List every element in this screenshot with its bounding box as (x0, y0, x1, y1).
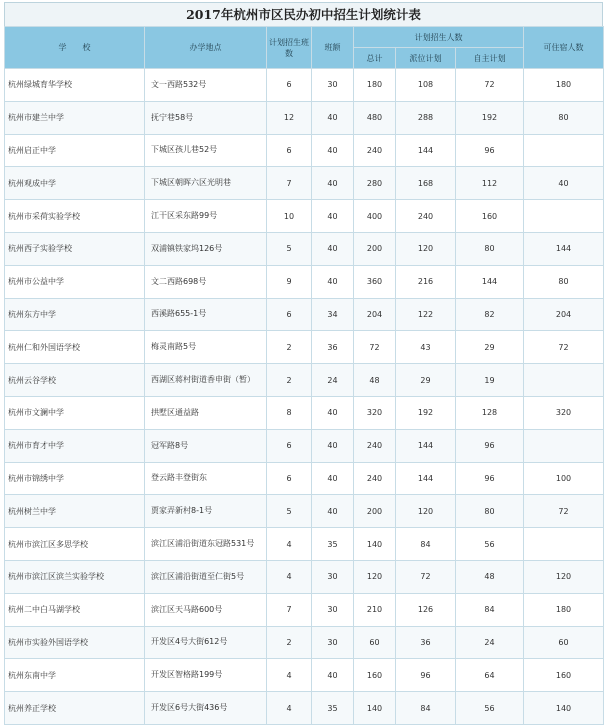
total-cell: 240 (354, 462, 396, 495)
school-cell: 杭州市建兰中学 (5, 101, 145, 134)
school-cell: 杭州市实验外国语学校 (5, 626, 145, 659)
table-row (5, 692, 604, 725)
school-cell: 杭州市采荷实验学校 (5, 200, 145, 233)
address-cell: 开发区智格路199号 (145, 659, 267, 692)
independent-cell: 96 (456, 462, 524, 495)
header-total: 总计 (354, 48, 396, 69)
total-cell: 140 (354, 528, 396, 561)
total-cell: 140 (354, 692, 396, 725)
school-cell: 杭州东南中学 (5, 659, 145, 692)
independent-cell: 160 (456, 200, 524, 233)
total-cell: 280 (354, 167, 396, 200)
class-size-cell: 30 (312, 69, 354, 102)
header-school: 学 校 (5, 27, 145, 69)
boarding-cell: 180 (524, 593, 604, 626)
school-cell: 杭州市锦绣中学 (5, 462, 145, 495)
classes-cell: 5 (267, 232, 312, 265)
school-cell: 杭州东方中学 (5, 298, 145, 331)
class-size-cell: 40 (312, 101, 354, 134)
address-cell: 双浦镇铁家坞126号 (145, 232, 267, 265)
independent-cell: 82 (456, 298, 524, 331)
table-row (5, 396, 604, 429)
classes-cell: 6 (267, 298, 312, 331)
independent-cell: 128 (456, 396, 524, 429)
total-cell: 210 (354, 593, 396, 626)
classes-cell: 12 (267, 101, 312, 134)
address-cell: 下城区孩儿巷52号 (145, 134, 267, 167)
class-size-cell: 30 (312, 560, 354, 593)
table-body (5, 69, 604, 725)
table-row (5, 462, 604, 495)
assigned-cell: 144 (396, 462, 456, 495)
class-size-cell: 40 (312, 167, 354, 200)
total-cell: 360 (354, 265, 396, 298)
school-cell: 杭州市滨江区滨兰实验学校 (5, 560, 145, 593)
classes-cell: 2 (267, 626, 312, 659)
total-cell: 180 (354, 69, 396, 102)
assigned-cell: 43 (396, 331, 456, 364)
independent-cell: 48 (456, 560, 524, 593)
school-cell: 杭州仁和外国语学校 (5, 331, 145, 364)
address-cell: 下城区朝晖六区光明巷 (145, 167, 267, 200)
school-cell: 杭州云谷学校 (5, 364, 145, 397)
assigned-cell: 120 (396, 232, 456, 265)
class-size-cell: 40 (312, 429, 354, 462)
address-cell: 开发区6号大街436号 (145, 692, 267, 725)
assigned-cell: 36 (396, 626, 456, 659)
table-row (5, 200, 604, 233)
classes-cell: 4 (267, 560, 312, 593)
class-size-cell: 40 (312, 659, 354, 692)
boarding-cell: 204 (524, 298, 604, 331)
address-cell: 文一西路532号 (145, 69, 267, 102)
address-cell: 西溪路655-1号 (145, 298, 267, 331)
school-cell: 杭州观成中学 (5, 167, 145, 200)
table-row (5, 560, 604, 593)
assigned-cell: 122 (396, 298, 456, 331)
independent-cell: 96 (456, 429, 524, 462)
class-size-cell: 40 (312, 265, 354, 298)
independent-cell: 112 (456, 167, 524, 200)
classes-cell: 6 (267, 429, 312, 462)
total-cell: 480 (354, 101, 396, 134)
assigned-cell: 168 (396, 167, 456, 200)
total-cell: 400 (354, 200, 396, 233)
assigned-cell: 84 (396, 692, 456, 725)
total-cell: 120 (354, 560, 396, 593)
school-cell: 杭州启正中学 (5, 134, 145, 167)
header-classes (267, 27, 312, 69)
header-address: 办学地点 (145, 27, 267, 69)
total-cell: 240 (354, 429, 396, 462)
classes-cell: 2 (267, 331, 312, 364)
address-cell: 西湖区蒋村街道香申街（暂） (145, 364, 267, 397)
class-size-cell: 30 (312, 626, 354, 659)
table-row (5, 364, 604, 397)
address-cell: 滨江区天马路600号 (145, 593, 267, 626)
table-row (5, 528, 604, 561)
assigned-cell: 240 (396, 200, 456, 233)
boarding-cell: 40 (524, 167, 604, 200)
total-cell: 160 (354, 659, 396, 692)
assigned-cell: 288 (396, 101, 456, 134)
independent-cell: 96 (456, 134, 524, 167)
total-cell: 200 (354, 232, 396, 265)
independent-cell: 80 (456, 495, 524, 528)
assigned-cell: 144 (396, 134, 456, 167)
boarding-cell: 72 (524, 495, 604, 528)
class-size-cell: 24 (312, 364, 354, 397)
boarding-cell (524, 364, 604, 397)
boarding-cell: 100 (524, 462, 604, 495)
table-row (5, 298, 604, 331)
header-class-size: 班额 (312, 27, 354, 69)
independent-cell: 56 (456, 528, 524, 561)
independent-cell: 144 (456, 265, 524, 298)
school-cell: 杭州市育才中学 (5, 429, 145, 462)
classes-cell: 7 (267, 167, 312, 200)
classes-cell: 10 (267, 200, 312, 233)
boarding-cell: 120 (524, 560, 604, 593)
class-size-cell: 40 (312, 200, 354, 233)
class-size-cell: 36 (312, 331, 354, 364)
address-cell: 滨江区浦沿街道东冠路531号 (145, 528, 267, 561)
classes-cell: 8 (267, 396, 312, 429)
assigned-cell: 120 (396, 495, 456, 528)
address-cell: 抚宁巷58号 (145, 101, 267, 134)
boarding-cell (524, 429, 604, 462)
class-size-cell: 35 (312, 528, 354, 561)
boarding-cell: 72 (524, 331, 604, 364)
assigned-cell: 84 (396, 528, 456, 561)
assigned-cell: 96 (396, 659, 456, 692)
school-cell: 杭州西子实验学校 (5, 232, 145, 265)
total-cell: 72 (354, 331, 396, 364)
classes-cell: 6 (267, 462, 312, 495)
school-cell: 杭州市文澜中学 (5, 396, 145, 429)
total-cell: 204 (354, 298, 396, 331)
boarding-cell: 180 (524, 69, 604, 102)
header-classes-text: 计划招生班数 (269, 37, 309, 58)
class-size-cell: 40 (312, 462, 354, 495)
class-size-cell: 40 (312, 134, 354, 167)
address-cell: 登云路丰登街东 (145, 462, 267, 495)
classes-cell: 5 (267, 495, 312, 528)
classes-cell: 2 (267, 364, 312, 397)
table-row (5, 134, 604, 167)
independent-cell: 72 (456, 69, 524, 102)
school-cell: 杭州市公益中学 (5, 265, 145, 298)
school-cell: 杭州绿城育华学校 (5, 69, 145, 102)
assigned-cell: 192 (396, 396, 456, 429)
address-cell: 冠军路8号 (145, 429, 267, 462)
table-row (5, 331, 604, 364)
table-row (5, 69, 604, 102)
header-plan-total-group: 计划招生人数 (354, 27, 524, 48)
address-cell: 贾家弄新村8-1号 (145, 495, 267, 528)
class-size-cell: 40 (312, 495, 354, 528)
boarding-cell: 80 (524, 265, 604, 298)
assigned-cell: 29 (396, 364, 456, 397)
boarding-cell: 160 (524, 659, 604, 692)
table-header (5, 27, 604, 69)
boarding-cell (524, 134, 604, 167)
boarding-cell (524, 200, 604, 233)
school-cell: 杭州养正学校 (5, 692, 145, 725)
class-size-cell: 40 (312, 396, 354, 429)
table-row (5, 626, 604, 659)
header-independent: 自主计划 (456, 48, 524, 69)
address-cell: 梅灵南路5号 (145, 331, 267, 364)
classes-cell: 4 (267, 692, 312, 725)
table-row (5, 659, 604, 692)
boarding-cell: 320 (524, 396, 604, 429)
classes-cell: 6 (267, 69, 312, 102)
classes-cell: 4 (267, 659, 312, 692)
header-boarding: 可住宿人数 (524, 27, 604, 69)
class-size-cell: 30 (312, 593, 354, 626)
address-cell: 拱墅区通益路 (145, 396, 267, 429)
school-cell: 杭州市滨江区多思学校 (5, 528, 145, 561)
enrollment-sheet (4, 2, 603, 723)
boarding-cell (524, 528, 604, 561)
independent-cell: 24 (456, 626, 524, 659)
total-cell: 320 (354, 396, 396, 429)
independent-cell: 64 (456, 659, 524, 692)
classes-cell: 4 (267, 528, 312, 561)
class-size-cell: 40 (312, 232, 354, 265)
assigned-cell: 126 (396, 593, 456, 626)
boarding-cell: 144 (524, 232, 604, 265)
assigned-cell: 144 (396, 429, 456, 462)
total-cell: 200 (354, 495, 396, 528)
table-row (5, 593, 604, 626)
class-size-cell: 35 (312, 692, 354, 725)
table-row (5, 265, 604, 298)
assigned-cell: 72 (396, 560, 456, 593)
total-cell: 48 (354, 364, 396, 397)
address-cell: 滨江区浦沿街道至仁街5号 (145, 560, 267, 593)
independent-cell: 56 (456, 692, 524, 725)
table-row (5, 429, 604, 462)
boarding-cell: 60 (524, 626, 604, 659)
assigned-cell: 216 (396, 265, 456, 298)
classes-cell: 7 (267, 593, 312, 626)
table-row (5, 232, 604, 265)
independent-cell: 192 (456, 101, 524, 134)
school-cell: 杭州二中白马湖学校 (5, 593, 145, 626)
table-row (5, 101, 604, 134)
boarding-cell: 140 (524, 692, 604, 725)
independent-cell: 19 (456, 364, 524, 397)
table-row (5, 167, 604, 200)
address-cell: 开发区4号大街612号 (145, 626, 267, 659)
address-cell: 文二西路698号 (145, 265, 267, 298)
class-size-cell: 34 (312, 298, 354, 331)
independent-cell: 80 (456, 232, 524, 265)
header-assigned: 派位计划 (396, 48, 456, 69)
classes-cell: 9 (267, 265, 312, 298)
total-cell: 240 (354, 134, 396, 167)
table-title: 2017年杭州市区民办初中招生计划统计表 (4, 2, 603, 26)
independent-cell: 84 (456, 593, 524, 626)
classes-cell: 6 (267, 134, 312, 167)
independent-cell: 29 (456, 331, 524, 364)
assigned-cell: 108 (396, 69, 456, 102)
boarding-cell: 80 (524, 101, 604, 134)
total-cell: 60 (354, 626, 396, 659)
enrollment-table (4, 26, 604, 725)
address-cell: 江干区采东路99号 (145, 200, 267, 233)
table-row (5, 495, 604, 528)
school-cell: 杭州树兰中学 (5, 495, 145, 528)
